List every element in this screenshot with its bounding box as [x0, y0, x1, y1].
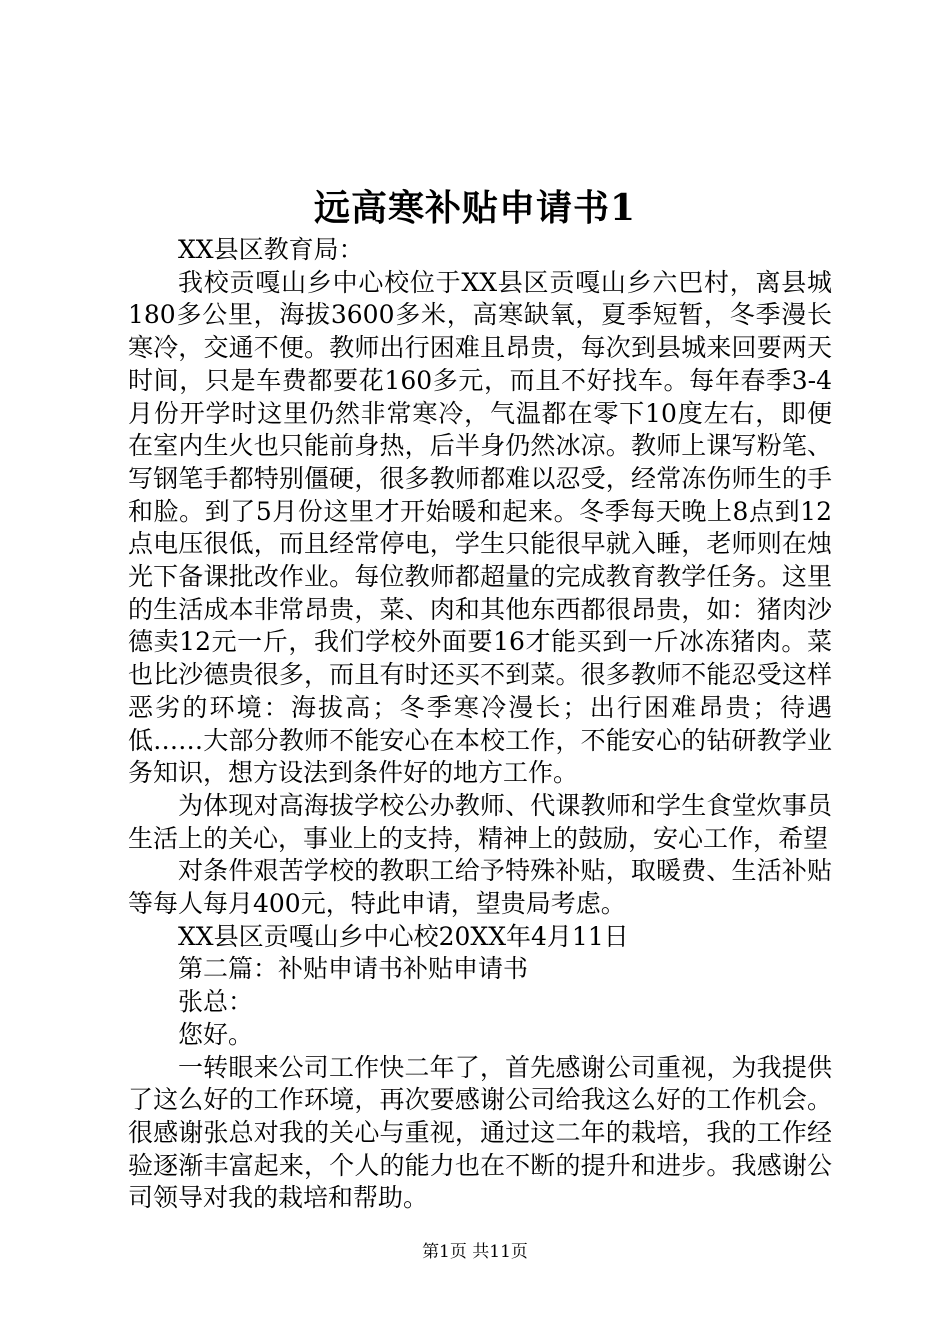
paragraph-request: 对条件艰苦学校的教职工给予特殊补贴，取暖费、生活补贴等每人每月400元，特此申请，望贵局考虑。 [128, 856, 832, 919]
paragraph-purpose: 为体现对高海拔学校公办教师、代课教师和学生食堂炊事员生活上的关心，事业上的支持，精神上的鼓励，安心工作，希望 [128, 790, 832, 853]
paragraph-greeting: 您好。 [178, 1019, 254, 1049]
page-number-footer: 第1页 共11页 [422, 1242, 528, 1262]
paragraph-addressee: 张总： [178, 987, 254, 1017]
document-title: 远高寒补贴申请书1 [313, 187, 637, 229]
paragraph-thanks: 一转眼来公司工作快二年了，首先感谢公司重视，为我提供了这么好的工作环境，再次要感谢公司给我这么好的工作机会。很感谢张总对我的关心与重视，通过这二年的栽培，我的工作经验逐渐丰富起来，个人的能力也在不断的提升和进步。我感谢公司领导对我的栽培和帮助。 [128, 1052, 832, 1213]
paragraph-school-situation: 我校贡嘎山乡中心校位于XX县区贡嘎山乡六巴村，离县城180多公里，海拔3600多米，高寒缺氧，夏季短暂，冬季漫长寒冷，交通不便。教师出行困难且昂贵，每次到县城来回要两天时间，只是车费都要花160多元，而且不好找车。每年春季3-4月份开学时这里仍然非常寒冷，气温都在零下10度左右，即便在室内生火也只能前身热，后半身仍然冰凉。教师上课写粉笔、写钢笔手都特别僵硬，很多教师都难以忍受，经常冻伤师生的手和脸。到了5月份这里才开始暖和起来。冬季每天晚上8点到12点电压很低，而且经常停电，学生只能很早就入睡，老师则在烛光下备课批改作业。每位教师都超量的完成教育教学任务。这里的生活成本非常昂贵，菜、肉和其他东西都很昂贵，如：猪肉沙德卖12元一斤，我们学校外面要16才能买到一斤冰冻猪肉。菜也比沙德贵很多，而且有时还买不到菜。很多教师不能忍受这样恶劣的环境：海拔高；冬季寒冷漫长；出行困难昂贵；待遇低……大部分教师不能安心在本校工作，不能安心的钻研教学业务知识，想方设法到条件好的地方工作。 [128, 267, 832, 788]
paragraph-salutation: XX县区教育局： [178, 235, 364, 264]
paragraph-signature-date: XX县区贡嘎山乡中心校20XX年4月11日 [178, 921, 629, 951]
paragraph-second-title: 第二篇：补贴申请书补贴申请书 [178, 954, 529, 984]
document-body [128, 234, 832, 1215]
